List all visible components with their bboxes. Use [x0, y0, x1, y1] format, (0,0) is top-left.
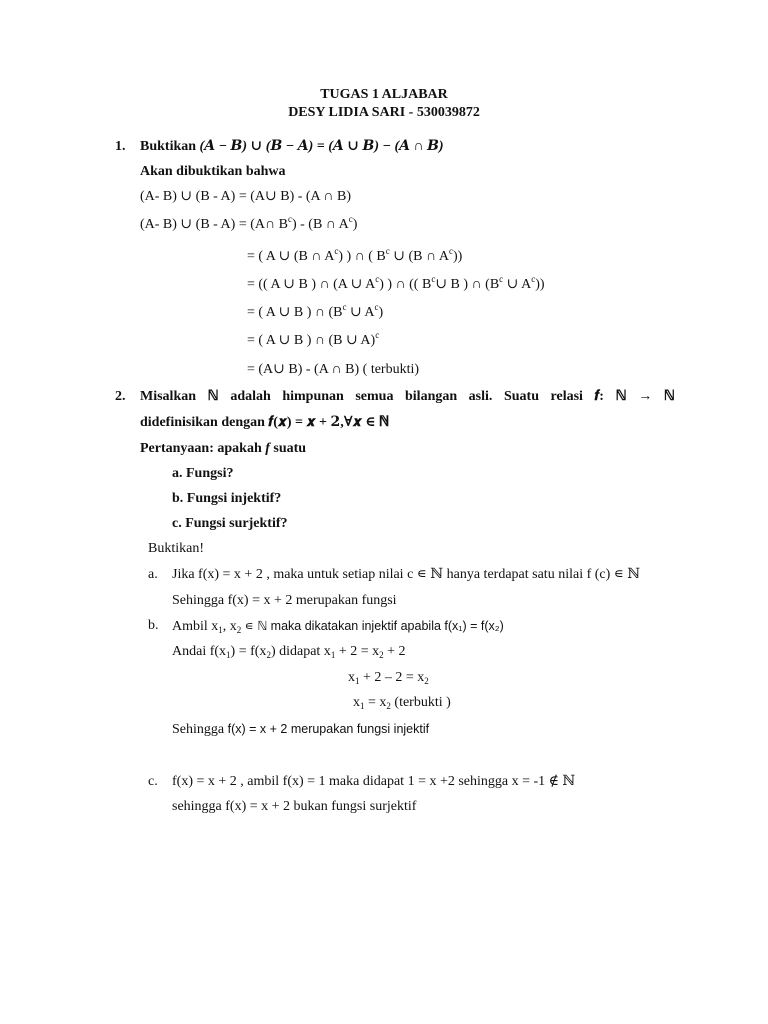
q1-formula: (𝑨 − 𝑩) ∪ (𝑩 − 𝑨) = (𝑨 ∪ 𝑩) − (𝑨 ∩ 𝑩) [199, 139, 444, 154]
doc-title: TUGAS 1 ALJABAR [320, 87, 448, 102]
q1-step5: = (A∪ B) - (A ∩ B) ( terbukti) [247, 362, 420, 377]
q2-c-text1: f(x) = x + 2 , ambil f(x) = 1 maka didapat 1 = x +2 sehingga x = -1 ∉ ℕ [172, 774, 576, 789]
q2-buktikan: Buktikan! [148, 541, 204, 556]
q2-option-c: c. Fungsi surjektif? [172, 516, 288, 531]
q2-b-ambil: Ambil $x_1$, $x_2$ ∊ ℕ maka dikatakan injektif apabila f(x₁) = f(x₂) [172, 619, 504, 635]
q1-step4: = ( A ∪ B ) ∩ (B ∪ A)$^c$ [247, 330, 380, 348]
q2-number: 2. [115, 389, 126, 404]
q2-a-text2: Sehingga f(x) = x + 2 merupakan fungsi [172, 593, 397, 608]
q1-step1: = ( A ∪ (B ∩ $A^c$) ) ∩ ( $B^c$ ∪ (B ∩ $A^c$)) [247, 246, 463, 264]
q2-a-text1: Jika f(x) = x + 2 , maka untuk setiap nilai c ∊ ℕ hanya terdapat satu nilai f (c) ∊ ℕ [172, 567, 641, 582]
q2-pertanyaan: Pertanyaan: apakah f suatu [140, 441, 307, 456]
doc-author: DESY LIDIA SARI - 530039872 [288, 105, 480, 120]
q2-b-label: b. [148, 618, 159, 633]
q2-line2: didefinisikan dengan 𝒇(𝒙) = 𝒙 + 𝟐,∀𝒙 ∈ ℕ [140, 415, 390, 430]
q1-number: 1. [115, 139, 126, 154]
q2-b-eq1: $x_1 + 2 - 2 = x_2$ [348, 670, 429, 686]
q2-b-eq2: $x_1 = x_2$ (terbukti ) [353, 695, 451, 711]
q2-b-andai: Andai $f(x_1) = f(x_2)$ didapat $x_1 + 2 = x_2 + 2$ [172, 644, 406, 660]
q2-c-text2: sehingga f(x) = x + 2 bukan fungsi surjektif [172, 799, 417, 814]
q2-option-b: b. Fungsi injektif? [172, 491, 282, 506]
q1-line2: (A- B) ∪ (B - A) = (A∩ $B^c) - (B$ ∩ $A^c$) [140, 214, 358, 232]
q2-b-sehingga: Sehingga f(x) = x + 2 merupakan fungsi injektif [172, 722, 430, 737]
q1-buktikan: Buktikan [140, 139, 197, 154]
q2-a-label: a. [148, 567, 158, 582]
q1-akan: Akan dibuktikan bahwa [140, 164, 286, 179]
q1-line1: (A- B) ∪ (B - A) = (A∪ B) - (A ∩ B) [140, 189, 351, 204]
q2-option-a: a. Fungsi? [172, 466, 234, 481]
q2-c-label: c. [148, 774, 158, 789]
q1-step2: = (( A ∪ B ) ∩ (A ∪ $A^c$) ) ∩ (( $B^c\cup$ B ) ∩ ($B^c$ ∪ $A^c$)) [247, 274, 545, 292]
q2-line1: Misalkan ℕ adalah himpunan semua bilangan asli. Suatu relasi 𝒇: ℕ → ℕ [140, 389, 675, 404]
q1-statement [140, 138, 444, 156]
q1-step3: = ( A ∪ B ) ∩ ($B^c$ ∪ $A^c$) [247, 302, 384, 320]
